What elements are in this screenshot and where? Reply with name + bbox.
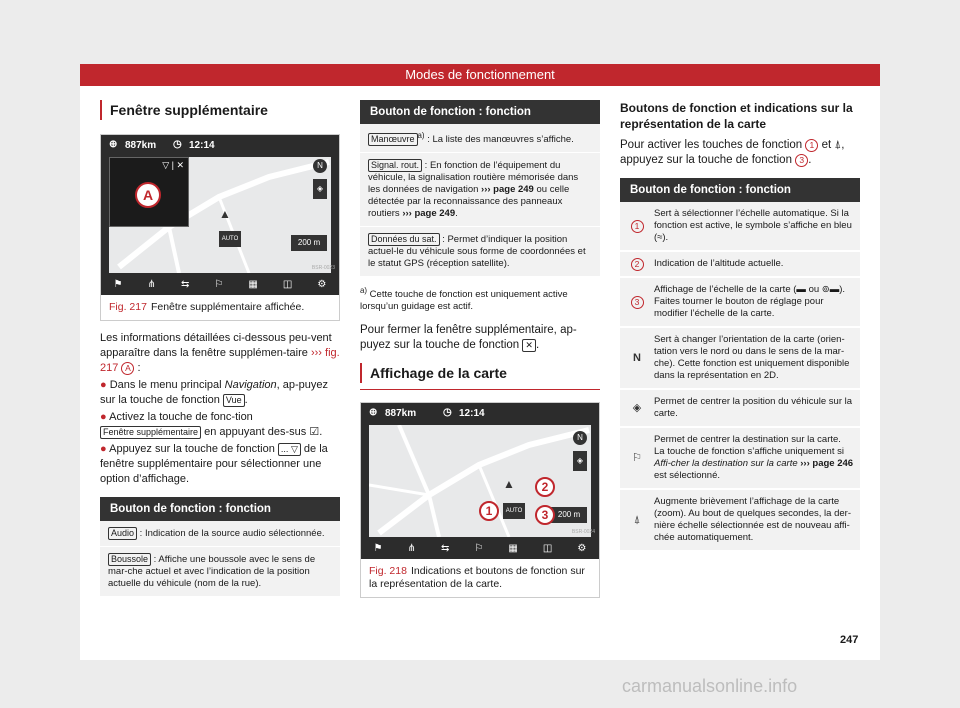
figure-217: [100, 134, 340, 321]
destination-icon[interactable]: ⚐: [214, 278, 224, 290]
section-rule: [360, 389, 600, 390]
column-1: [100, 100, 340, 597]
map-icon[interactable]: ▦: [508, 542, 518, 554]
center-destination-icon: ⚐: [632, 452, 642, 464]
bullet-1: ● Dans le menu principal Navigation, ap-puyez sur la touche de fonction Vue .: [100, 379, 329, 406]
screen-bottombar: [361, 537, 599, 559]
center-vehicle-icon[interactable]: ◈: [573, 451, 587, 471]
table-row: ◈ Permet de centrer la position du véhicule sur la carte.: [620, 390, 860, 428]
flag-icon[interactable]: ⚑: [113, 278, 123, 290]
auto-scale-button[interactable]: AUTO: [219, 231, 241, 247]
figure-218: [360, 402, 600, 598]
chevron-down-icon: ▽: [290, 444, 298, 454]
column-2: [360, 100, 600, 598]
zoom-icon: ⍋: [633, 514, 641, 526]
gps-icon: ⊕: [109, 139, 118, 150]
nav-screen: [361, 403, 599, 559]
vehicle-arrow-icon: ▲: [503, 477, 515, 492]
clock-icon: ◷: [173, 139, 182, 150]
scale-bar-icon: ▬: [796, 284, 806, 295]
window-controls: ▽ | ✕: [162, 160, 184, 170]
intro-text: Pour activer les touches de fonction 1 et ⍋, appuyez sur la touche de fonction 3 .: [620, 139, 845, 166]
radio-icon[interactable]: ◫: [542, 542, 553, 554]
screen-bottombar: [101, 273, 339, 295]
screen-topbar: [101, 135, 339, 157]
distance-readout: 887km: [385, 408, 417, 420]
route-options-icon[interactable]: ⇆: [440, 542, 450, 554]
vehicle-arrow-icon: ▲: [219, 207, 231, 221]
figure-caption: Fig. 217 Fenêtre supplémentaire affichée.: [109, 301, 305, 313]
distance-readout: 887km: [125, 140, 157, 151]
footnote: $^{a)}$ Cette touche de fonction est uniquement active lorsqu’un guidage est actif.: [360, 286, 568, 313]
table-row: Données du sat. : Permet d’indiquer la position actuel-le du véhicule sous forme de coordonnées et le statut GPS (réception satellite).: [360, 227, 600, 277]
bullet-2: ● Activez la touche de fonc-tion Fenêtre supplémentaire en appuyant des-sus ☑.: [100, 411, 323, 438]
map-icon[interactable]: ▦: [248, 278, 258, 290]
table-header: Bouton de fonction : fonction: [360, 100, 600, 124]
time-readout: 12:14: [189, 140, 215, 151]
callout-2: 2: [535, 477, 555, 497]
page-number: 247: [840, 634, 859, 646]
intro-text: Les informations détaillées ci-dessous peu-vent apparaître dans la fenêtre supplémen-taire ››› fig. 217 A :: [100, 332, 340, 374]
scale-readout: 200 m: [551, 507, 587, 523]
clock-icon: ◷: [443, 407, 452, 419]
table-row: ⚐ Permet de centrer la destination sur la carte. La touche de fonction s’affiche uniquement si Affi-cher la destination sur la carte ››› page 246 est sélectionné.: [620, 428, 860, 490]
scale-readout: 200 m: [291, 235, 327, 251]
callout-a: A: [135, 182, 161, 208]
route-options-icon[interactable]: ⇆: [180, 278, 190, 290]
checkbox-icon: ☑: [309, 426, 320, 438]
table-row: Boussole : Affiche une boussole avec le sens de mar-che actuel et avec l’indication de la position actuelle du véhicule (nom de la rue).: [100, 547, 340, 597]
table-row: 1 Sert à sélectionner l’échelle automatique. Si la fonction est active, le symbole s’affiche en bleu (≈).: [620, 202, 860, 252]
section-title: Affichage de la carte: [360, 363, 600, 383]
scale-zoom-icon: ⊚▬: [821, 284, 840, 295]
map-view: [369, 425, 591, 537]
figure-caption: Fig. 218 Indications et boutons de fonction sur la représentation de la carte.: [369, 565, 585, 591]
route-icon[interactable]: ⋔: [407, 542, 416, 554]
callout-1: 1: [479, 501, 499, 521]
radio-icon[interactable]: ◫: [282, 278, 293, 290]
table-row: Signal. rout. : En fonction de l’équipement du véhicule, la signalisation routière mémorisée dans les données de navigation ››› page 249 ou celle détectée par la reconnaissance des panneaux routiers ››› page 249.: [360, 153, 600, 227]
settings-icon[interactable]: ⚙: [317, 278, 327, 290]
table-row: 3 Affichage de l’échelle de la carte (▬ ou ⊚▬). Faites tourner le bouton de réglage pour modifier l’échelle de la carte.: [620, 278, 860, 328]
nav-screen: [101, 135, 339, 295]
table-row: N Sert à changer l’orientation de la carte (orien-tation vers le nord ou dans le sens de la mar-che). Cette fonction est uniquement disponible dans la représentation en 2D.: [620, 328, 860, 390]
table-row: Manœuvre $^{a)}$ : La liste des manœuvres s’affiche.: [360, 124, 600, 153]
additional-window: [109, 157, 189, 227]
figure-code: BSR-0024: [571, 529, 595, 536]
north-icon[interactable]: N: [573, 431, 587, 445]
column-3: [620, 100, 860, 552]
table-row: 2 Indication de l’altitude actuelle.: [620, 252, 860, 278]
auto-scale-button[interactable]: AUTO: [503, 503, 525, 519]
screen-topbar: [361, 403, 599, 425]
page-header: Modes de fonctionnement: [80, 64, 880, 86]
flag-icon[interactable]: ⚑: [373, 542, 383, 554]
section-title: Fenêtre supplémentaire: [100, 100, 340, 120]
zoom-icon: ⍋: [834, 139, 842, 151]
watermark: carmanualsonline.info: [622, 676, 798, 696]
key-dropdown: ... ▽: [278, 443, 301, 456]
gps-icon: ⊕: [369, 407, 378, 419]
time-readout: 12:14: [459, 408, 485, 420]
key-vue: Vue: [223, 394, 245, 407]
route-icon[interactable]: ⋔: [147, 278, 156, 290]
table-row: Audio : Indication de la source audio sélectionnée.: [100, 521, 340, 547]
table-row: ⍋ Augmente brièvement l’affichage de la carte (zoom). Au bout de quelques secondes, la der-nière échelle sélectionnée est de nouveau affi-chée automatiquement.: [620, 490, 860, 552]
close-text: Pour fermer la fenêtre supplémentaire, ap-puyez sur la touche de fonction ✕ .: [360, 324, 577, 352]
destination-icon[interactable]: ⚐: [474, 542, 484, 554]
close-icon: ✕: [522, 339, 536, 352]
number-1-icon: 1: [631, 220, 644, 233]
north-icon: N: [633, 352, 641, 364]
number-2-icon: 2: [631, 258, 644, 271]
center-vehicle-icon: ◈: [632, 402, 642, 414]
north-icon[interactable]: N: [313, 159, 327, 173]
table-header: Bouton de fonction : fonction: [100, 497, 340, 521]
callout-3: 3: [535, 505, 555, 525]
number-3-icon: 3: [631, 296, 644, 309]
settings-icon[interactable]: ⚙: [577, 542, 587, 554]
map-view: [109, 157, 331, 273]
center-vehicle-icon[interactable]: ◈: [313, 179, 327, 199]
bullet-3: ● Appuyez sur la touche de fonction ... ▽ de la fenêtre supplémentaire pour sélectionner une option d’affichage.: [100, 443, 328, 485]
section-title: Boutons de fonction et indications sur la représentation de la carte: [620, 101, 853, 131]
auto-scale-icon: ≈: [657, 232, 663, 243]
table-header: Bouton de fonction : fonction: [620, 178, 860, 202]
figure-code: BSR-0023: [311, 265, 335, 271]
key-additional-window: Fenêtre supplémentaire: [100, 426, 201, 439]
